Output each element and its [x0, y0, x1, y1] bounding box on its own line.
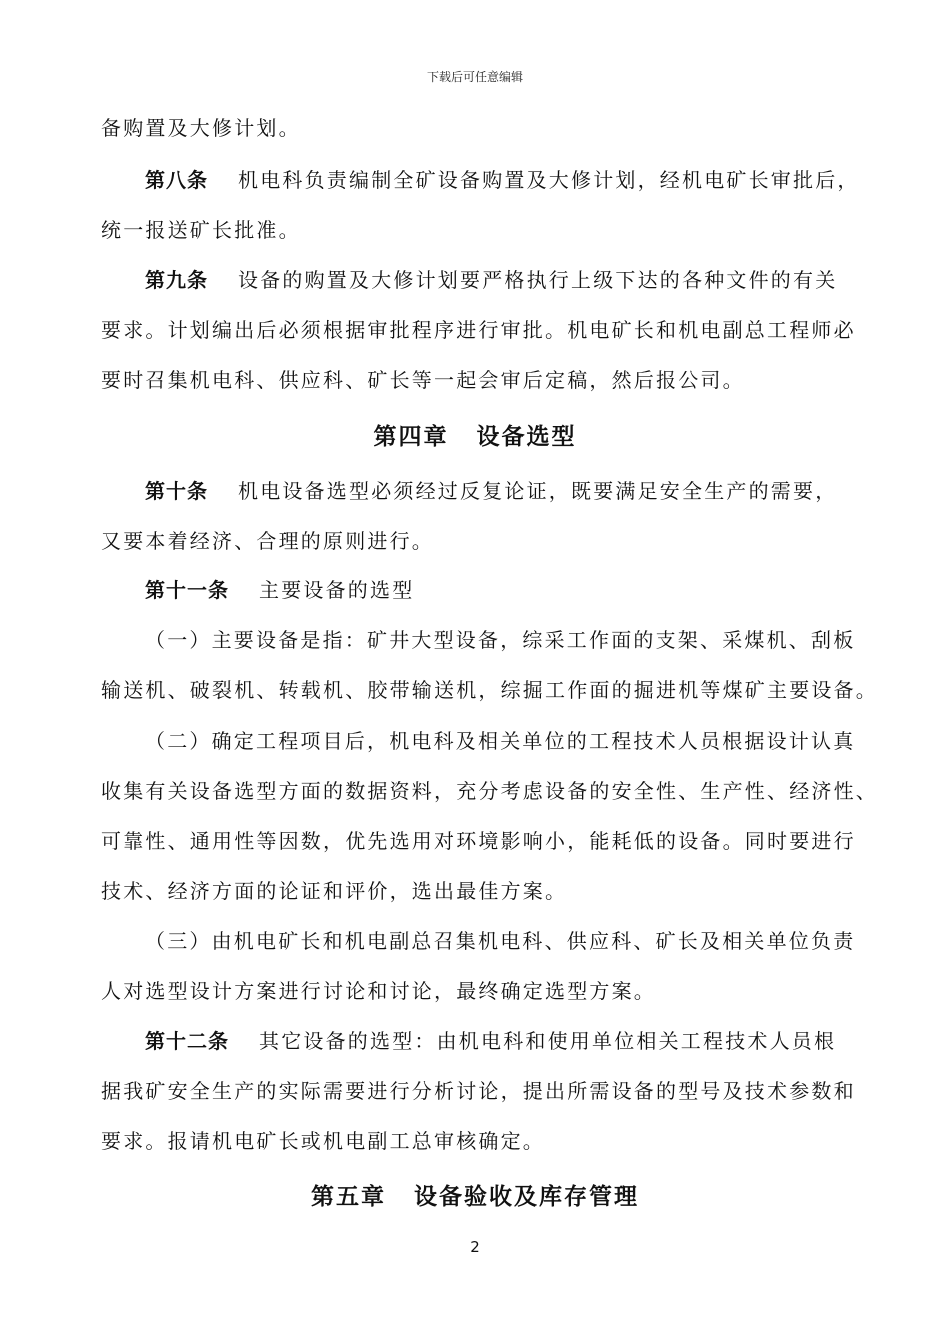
chapter-number: 第四章	[373, 424, 449, 450]
article-label: 第八条	[145, 168, 208, 192]
article-8	[145, 155, 871, 205]
paragraph-line	[101, 766, 878, 816]
text-line: 机电科负责编制全矿设备购置及大修计划，经机电矿长审批后，	[238, 168, 860, 192]
chapter-title: 设备验收及库存管理	[414, 1184, 639, 1210]
paragraph-line	[101, 103, 871, 153]
paragraph-line	[101, 355, 871, 405]
article-12	[145, 1016, 871, 1066]
text-line: 主要设备的选型	[259, 578, 415, 602]
page-number: 2	[470, 1238, 480, 1256]
paragraph-line	[101, 1116, 871, 1166]
text-line: 据我矿安全生产的实际需要进行分析讨论，提出所需设备的型号及技术参数和	[101, 1079, 856, 1103]
text-line: 其它设备的选型：由机电科和使用单位相关工程技术人员根	[259, 1029, 837, 1053]
chapter-heading	[0, 1178, 950, 1211]
article-10	[145, 466, 871, 516]
chapter-number: 第五章	[311, 1184, 386, 1210]
paragraph-line	[101, 966, 871, 1016]
list-item-2	[145, 716, 871, 766]
article-label: 第九条	[145, 268, 208, 292]
paragraph-line	[101, 1066, 871, 1116]
article-label: 第十条	[145, 479, 208, 503]
paragraph-line	[101, 205, 871, 255]
list-item-3	[145, 916, 871, 966]
text-line: 要时召集机电科、供应科、矿长等一起会审后定稿，然后报公司。	[101, 368, 745, 392]
text-line: 设备的购置及大修计划要严格执行上级下达的各种文件的有关	[238, 268, 838, 292]
paragraph-line	[101, 816, 871, 866]
text-line: 可靠性、通用性等因数，优先选用对环境影响小，能耗低的设备。同时要进行	[101, 829, 856, 853]
paragraph-line	[101, 305, 871, 355]
text-line: 收集有关设备选型方面的数据资料，充分考虑设备的安全性、生产性、经济性、	[101, 779, 878, 803]
text-line: 技术、经济方面的论证和评价，选出最佳方案。	[101, 879, 568, 903]
text-line: 又要本着经济、合理的原则进行。	[101, 529, 434, 553]
text-line: 备购置及大修计划。	[101, 116, 301, 140]
text-line: 要求。计划编出后必须根据审批程序进行审批。机电矿长和机电副总工程师必	[101, 318, 856, 342]
paragraph-line	[101, 665, 878, 715]
page-header: 下载后可任意编辑	[426, 70, 523, 84]
text-line: 统一报送矿长批准。	[101, 218, 301, 242]
text-line: 输送机、破裂机、转载机、胶带输送机，综掘工作面的掘进机等煤矿主要设备。	[101, 678, 878, 702]
article-9	[145, 255, 871, 305]
article-label: 第十一条	[145, 578, 229, 602]
text-line: 机电设备选型必须经过反复论证，既要满足安全生产的需要，	[238, 479, 838, 503]
text-line: （二）确定工程项目后，机电科及相关单位的工程技术人员根据设计认真	[145, 729, 856, 753]
chapter-heading	[0, 418, 950, 451]
article-label: 第十二条	[145, 1029, 229, 1053]
text-line: 要求。报请机电矿长或机电副工总审核确定。	[101, 1129, 545, 1153]
list-item-1	[145, 615, 871, 665]
text-line: （三）由机电矿长和机电副总召集机电科、供应科、矿长及相关单位负责	[145, 929, 856, 953]
text-line: （一）主要设备是指：矿井大型设备，综采工作面的支架、采煤机、刮板	[145, 628, 856, 652]
article-11	[145, 565, 871, 615]
paragraph-line	[101, 516, 871, 566]
text-line: 人对选型设计方案进行讨论和讨论，最终确定选型方案。	[101, 979, 656, 1003]
paragraph-line	[101, 866, 871, 916]
chapter-title: 设备选型	[476, 424, 577, 450]
